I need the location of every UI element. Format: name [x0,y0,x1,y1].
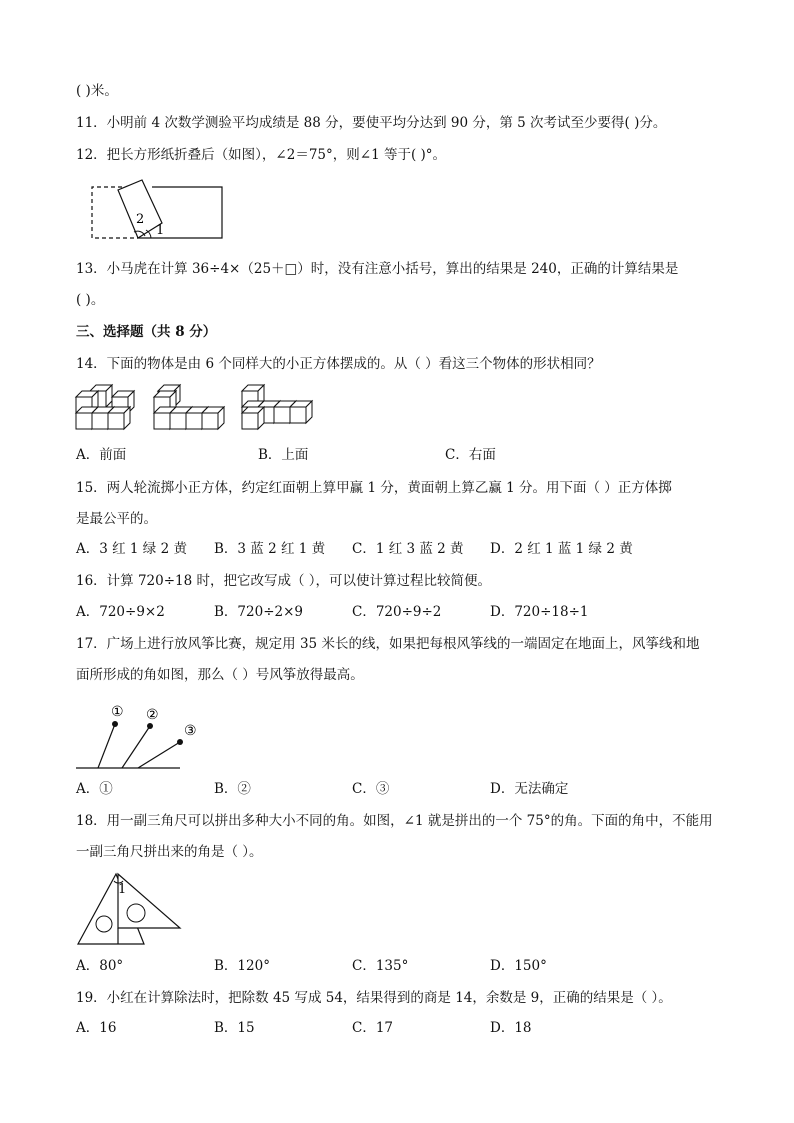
q18-option-c[interactable]: C．135° [352,958,409,974]
q16-option-b[interactable]: B．720÷2×9 [214,604,303,620]
q13-text-line2: ( )。 [76,292,105,308]
cube-object-3 [242,385,312,429]
q16-option-a[interactable]: A．720÷9×2 [76,604,165,620]
q14-cube-objects-figure [76,383,306,429]
q15-text-line1: 15．两人轮流掷小正方体，约定红面朝上算甲赢 1 分，黄面朝上算乙赢 1 分。用下面（ ）正方体掷 [76,480,672,496]
q16-text: 16．计算 720÷18 时，把它改写成（ ），可以使计算过程比较简便。 [76,573,492,589]
q17-option-c[interactable]: C．③ [352,781,390,797]
q16-option-c[interactable]: C．720÷9÷2 [352,604,442,620]
q14-option-a[interactable]: A．前面 [76,447,127,463]
kite-3-label: ③ [184,723,197,739]
q18-text-line2: 一副三角尺拼出来的角是（ ）。 [76,844,263,860]
q12-folded-rectangle-figure [90,178,226,240]
q18-option-d[interactable]: D．150° [490,958,547,974]
q18-set-squares-figure [76,872,184,948]
q17-option-b[interactable]: B．② [214,781,251,797]
q17-kite-strings-figure [76,700,206,772]
q18-option-a[interactable]: A．80° [76,958,124,974]
q16-option-d[interactable]: D．720÷18÷1 [490,604,589,620]
kite-2-label: ② [146,707,159,723]
q17-text-line1: 17．广场上进行放风筝比赛，规定用 35 米长的线，如果把每根风筝线的一端固定在地面上，风筝线和地 [76,636,700,652]
q19-text: 19．小红在计算除法时，把除数 45 写成 54，结果得到的商是 14，余数是 9，正确的结果是（ ）。 [76,990,672,1006]
q19-option-d[interactable]: D．18 [490,1020,532,1036]
q17-option-d[interactable]: D．无法确定 [490,781,569,797]
angle-1-label: 1 [156,223,165,238]
q18-option-b[interactable]: B．120° [214,958,270,974]
q14-option-c[interactable]: C．右面 [445,447,496,463]
cube-object-2 [154,385,224,429]
q11-text: 11．小明前 4 次数学测验平均成绩是 88 分，要使平均分达到 90 分，第 5 次考试至少要得( )分。 [76,115,667,131]
q15-option-d[interactable]: D．2 红 1 蓝 1 绿 2 黄 [490,541,633,557]
cube-object-1 [76,385,134,429]
q13-text-line1: 13．小马虎在计算 36÷4×（25＋□）时，没有注意小括号，算出的结果是 240，正确的计算结果是 [76,261,679,277]
q15-option-b[interactable]: B．3 蓝 2 红 1 黄 [214,541,326,557]
q17-option-a[interactable]: A．① [76,781,113,797]
angle-2-label: 2 [136,212,145,227]
angle-1-label: 1 [118,882,127,897]
q10-answer-line: ( )米。 [76,83,118,99]
q15-text-line2: 是最公平的。 [76,511,157,527]
q17-text-line2: 面所形成的角如图，那么（ ）号风筝放得最高。 [76,667,364,683]
q18-text-line1: 18．用一副三角尺可以拼出多种大小不同的角。如图，∠1 就是拼出的一个 75°的角。下面的角中，不能用 [76,813,713,829]
q14-text: 14．下面的物体是由 6 个同样大的小正方体摆成的。从（ ）看这三个物体的形状相同？ [76,356,601,372]
q19-option-c[interactable]: C．17 [352,1020,394,1036]
q12-text: 12．把长方形纸折叠后（如图），∠2＝75°，则∠1 等于( )°。 [76,147,447,163]
q19-option-a[interactable]: A．16 [76,1020,117,1036]
section-3-title: 三、选择题（共 8 分） [76,324,217,340]
q15-option-a[interactable]: A．3 红 1 绿 2 黄 [76,541,187,557]
q14-option-b[interactable]: B．上面 [258,447,309,463]
q19-option-b[interactable]: B．15 [214,1020,255,1036]
q15-option-c[interactable]: C．1 红 3 蓝 2 黄 [352,541,464,557]
kite-1-label: ① [111,704,124,720]
